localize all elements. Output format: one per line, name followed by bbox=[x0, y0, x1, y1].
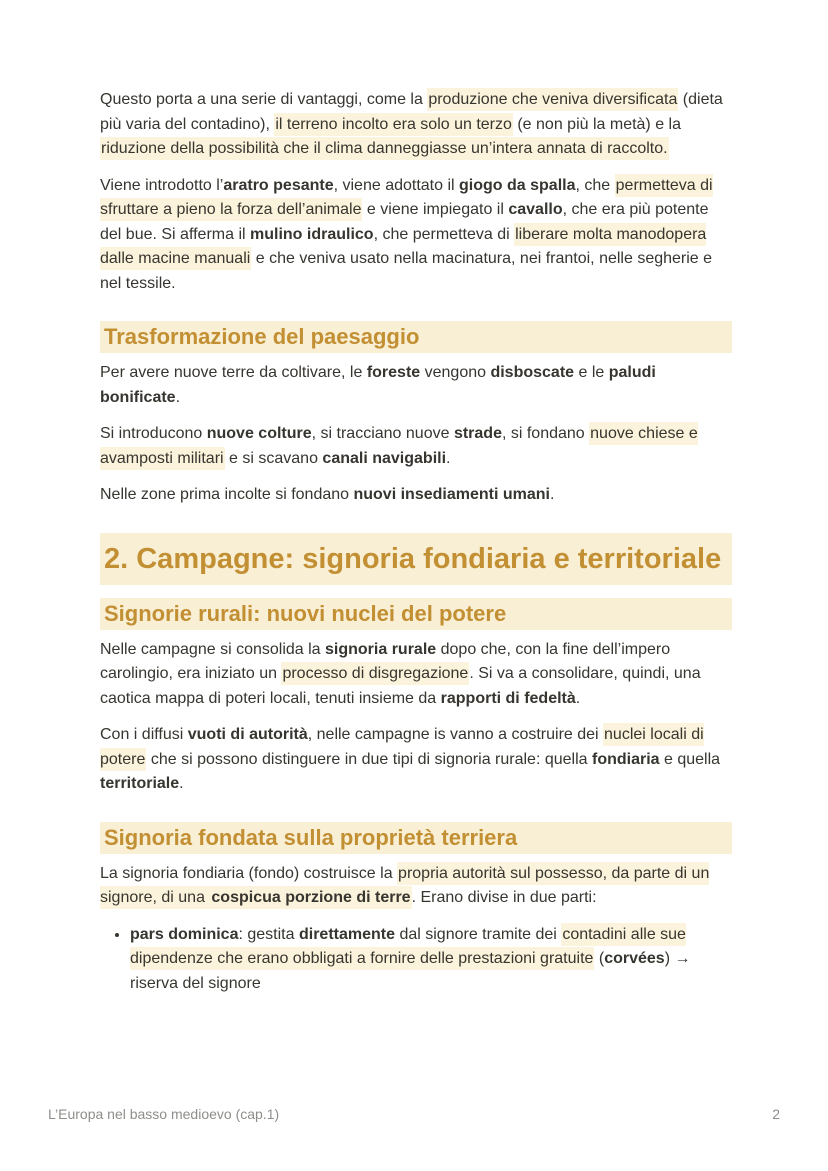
text-segment: , viene adottato il bbox=[333, 176, 460, 194]
document-content bbox=[100, 88, 732, 1012]
text-segment: che si possono distinguere in due tipi di signoria rurale: quella bbox=[146, 750, 592, 768]
text-segment: : gestita bbox=[238, 925, 299, 943]
text-segment: . bbox=[179, 775, 184, 792]
text-segment: . Si va a consolidare, quindi, una caotica mappa di poteri locali, tenuti insieme da bbox=[100, 665, 701, 707]
text-segment: foreste bbox=[366, 364, 421, 381]
text-segment: (dieta più varia del contadino), bbox=[100, 91, 723, 133]
text-segment: Viene introdotto l’ bbox=[100, 176, 224, 194]
paragraph-colture bbox=[100, 422, 732, 471]
text-segment: nuovi insediamenti umani bbox=[353, 486, 550, 503]
text-segment: permetteva di sfruttare a pieno la forza dell’animale bbox=[100, 174, 713, 222]
chapter-heading-campagne: 2. Campagne: signoria fondiaria e territoriale bbox=[100, 533, 732, 585]
paragraph-insediamenti bbox=[100, 483, 732, 508]
text-segment: nuove colture bbox=[206, 425, 312, 442]
text-segment: e che veniva usato nella macinatura, nei frantoi, nelle segherie e nel tessile. bbox=[100, 250, 713, 292]
text-segment: canali navigabili bbox=[322, 449, 447, 467]
list-item-pars-dominica bbox=[130, 923, 732, 997]
text-segment: dal signore tramite dei bbox=[395, 925, 562, 943]
text-segment: strade bbox=[453, 425, 502, 442]
footer-document-title: L’Europa nel basso medioevo (cap.1) bbox=[48, 1106, 280, 1122]
text-segment: e si scavano bbox=[224, 449, 323, 467]
text-segment: e quella bbox=[659, 750, 721, 768]
text-segment: vengono bbox=[420, 364, 491, 381]
text-segment: signoria rurale bbox=[325, 640, 437, 658]
text-segment: , che permetteva di bbox=[373, 225, 515, 243]
page-footer bbox=[48, 1106, 780, 1122]
text-segment: fondiaria bbox=[591, 750, 660, 768]
text-segment: pars dominica bbox=[130, 925, 239, 943]
text-segment: rapporti di fedeltà bbox=[440, 689, 576, 707]
text-segment: liberare molta manodopera dalle macine manuali bbox=[100, 223, 706, 271]
text-segment: dopo che, con la fine dell’impero carolingio, era iniziato un bbox=[100, 640, 671, 682]
text-segment: processo di disgregazione bbox=[281, 662, 469, 685]
text-segment: ) → riserva del signore bbox=[130, 950, 691, 992]
text-segment: Nelle campagne si consolida la bbox=[100, 640, 326, 658]
text-segment: . bbox=[549, 486, 555, 503]
text-segment: propria autorità sul possesso, da parte di un signore, di una bbox=[100, 862, 709, 910]
paragraph-vuoti-autorita bbox=[100, 723, 732, 797]
text-segment: e viene impiegato il bbox=[362, 201, 509, 218]
text-segment: (e non più la metà) e la bbox=[512, 115, 681, 133]
text-segment: , nelle campagne is vanno a costruire dei bbox=[307, 726, 604, 743]
paragraph-signoria-rurale bbox=[100, 638, 732, 712]
section-heading-signorie-rurali: Signorie rurali: nuovi nuclei del potere bbox=[100, 598, 732, 630]
text-segment: corvées bbox=[604, 950, 665, 967]
section-heading-signoria-fondata: Signoria fondata sulla proprietà terriera bbox=[100, 822, 732, 854]
text-segment: direttamente bbox=[298, 925, 395, 943]
text-segment: . bbox=[446, 449, 451, 467]
text-segment: territoriale bbox=[100, 775, 180, 792]
paragraph-innovations bbox=[100, 174, 732, 297]
text-segment: , si tracciano nuove bbox=[311, 425, 454, 442]
text-segment: nuclei locali di potere bbox=[100, 723, 704, 771]
text-segment: produzione che veniva diversificata bbox=[427, 88, 678, 111]
text-segment: Per avere nuove terre da coltivare, le bbox=[100, 364, 367, 381]
text-segment: , che era più potente del bue. Si afferma il bbox=[100, 201, 709, 243]
paragraph-foreste bbox=[100, 361, 732, 410]
text-segment: riduzione della possibilità che il clima danneggiasse un’intera annata di raccolto. bbox=[100, 137, 669, 160]
paragraph-advantages bbox=[100, 88, 732, 162]
text-segment: giogo da spalla bbox=[459, 176, 576, 194]
text-segment: . bbox=[175, 388, 181, 406]
text-segment: nuove chiese e avamposti militari bbox=[100, 422, 698, 470]
footer-page-number: 2 bbox=[772, 1106, 780, 1122]
text-segment: . bbox=[575, 689, 581, 707]
text-segment: e le bbox=[574, 364, 609, 381]
text-segment: . Erano divise in due parti: bbox=[411, 889, 597, 906]
text-segment: cavallo bbox=[508, 201, 563, 218]
section-heading-trasformazione: Trasformazione del paesaggio bbox=[100, 321, 732, 353]
text-segment: vuoti di autorità bbox=[187, 726, 308, 743]
text-segment: La signoria fondiaria (fondo) costruisce la bbox=[100, 864, 398, 882]
text-segment: Con i diffusi bbox=[100, 726, 188, 743]
text-segment: aratro pesante bbox=[223, 176, 334, 194]
bullet-list bbox=[100, 923, 732, 1001]
text-segment: Nelle zone prima incolte si fondano bbox=[100, 486, 354, 503]
text-segment: , che bbox=[575, 176, 615, 194]
paragraph-signoria-fondiaria bbox=[100, 862, 732, 911]
text-segment: mulino idraulico bbox=[250, 225, 374, 243]
text-segment: ( bbox=[594, 950, 605, 967]
text-segment: il terreno incolto era solo un terzo bbox=[274, 113, 513, 136]
text-segment: Si introducono bbox=[100, 425, 207, 442]
text-segment: cospicua porzione di terre bbox=[210, 886, 411, 909]
text-segment: paludi bonificate bbox=[100, 364, 656, 406]
text-segment: , si fondano bbox=[501, 425, 590, 442]
text-segment: disboscate bbox=[490, 364, 575, 381]
text-segment: Questo porta a una serie di vantaggi, come la bbox=[100, 91, 428, 108]
text-segment: contadini alle sue dipendenze che erano obbligati a fornire delle prestazioni gratuite bbox=[130, 923, 686, 971]
